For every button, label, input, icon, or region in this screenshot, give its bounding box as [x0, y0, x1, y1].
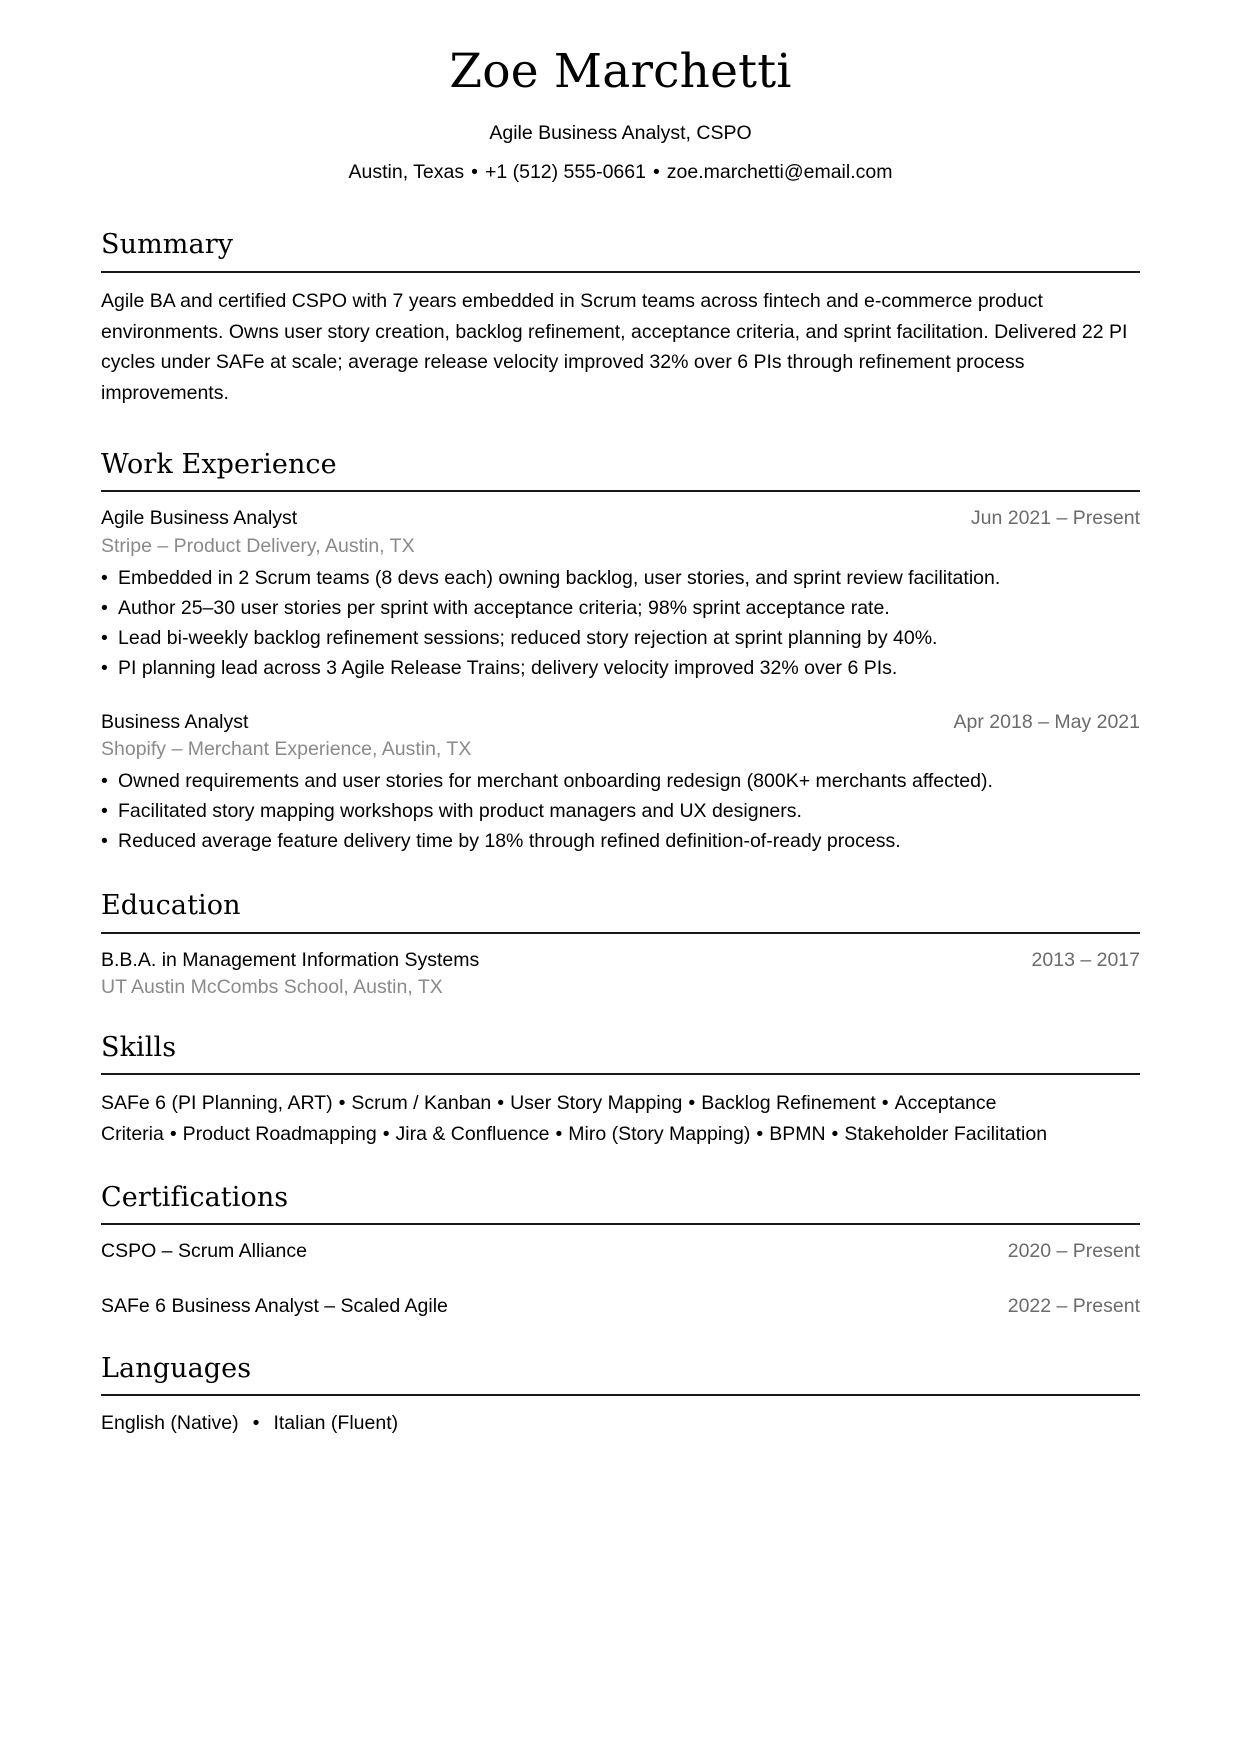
- skill-item: Backlog Refinement: [701, 1092, 876, 1115]
- experience-bullet-list: [101, 563, 1140, 683]
- resume-header: [101, 46, 1140, 185]
- skill-item: Stakeholder Facilitation: [844, 1123, 1048, 1146]
- section-languages: [101, 1353, 1140, 1439]
- experience-dates: Jun 2021 – Present: [970, 507, 1140, 530]
- experience-bullet: • Owned requirements and user stories for merchant onboarding redesign (800K+ merchants affected).: [101, 766, 1140, 796]
- skill-separator: •: [555, 1123, 563, 1146]
- skill-separator: •: [169, 1123, 177, 1146]
- language-item: English (Native): [101, 1412, 239, 1435]
- experience-bullet: • Lead bi-weekly backlog refinement sessions; reduced story rejection at sprint planning by 40%.: [101, 623, 1140, 653]
- candidate-name: Zoe Marchetti: [449, 44, 792, 99]
- section-certifications: [101, 1182, 1140, 1321]
- skills-list: [101, 1088, 1140, 1150]
- experience-bullet: • Reduced average feature delivery time by 18% through refined definition-of-ready process.: [101, 826, 1140, 856]
- contact-line: [101, 160, 1140, 185]
- education-entry-list: [101, 947, 1140, 1002]
- contact-location: Austin, Texas: [348, 160, 465, 183]
- certification-dates: 2020 – Present: [1007, 1240, 1140, 1263]
- skill-item: Acceptance Criteria: [101, 1092, 997, 1146]
- experience-role: Business Analyst: [101, 710, 249, 733]
- contact-phone: +1 (512) 555-0661: [484, 160, 646, 183]
- experience-company: Shopify – Merchant Experience, Austin, TX: [101, 738, 472, 761]
- certification-name: SAFe 6 Business Analyst – Scaled Agile: [101, 1294, 448, 1317]
- education-entry: [101, 947, 1140, 1002]
- skill-separator: •: [831, 1123, 839, 1146]
- contact-separator-2: •: [652, 160, 660, 183]
- education-school: UT Austin McCombs School, Austin, TX: [101, 976, 443, 999]
- skill-separator: •: [338, 1092, 346, 1115]
- experience-entry: [101, 709, 1140, 856]
- skill-item: Jira & Confluence: [395, 1123, 550, 1146]
- education-degree: B.B.A. in Management Information Systems: [101, 948, 480, 971]
- skill-separator: •: [688, 1092, 696, 1115]
- language-item: Italian (Fluent): [273, 1412, 399, 1435]
- skill-item: Miro (Story Mapping): [568, 1123, 751, 1146]
- experience-entry: [101, 505, 1140, 682]
- skill-item: User Story Mapping: [510, 1092, 683, 1115]
- summary-text: Agile BA and certified CSPO with 7 years embedded in Scrum teams across fintech and e-commerce product environments. Owns user story creation, backlog refinement, acceptance criteria, and sprint facilitation. Delivered 22 PI cycles under SAFe at scale; average release velocity improved 32% over 6 PIs through refinement process improvements.: [101, 289, 1128, 405]
- experience-bullet: • Embedded in 2 Scrum teams (8 devs each) owning backlog, user stories, and sprint review facilitation.: [101, 563, 1140, 593]
- section-education: [101, 890, 1140, 1002]
- contact-separator-1: •: [471, 160, 478, 183]
- education-entry-header: [101, 947, 1140, 975]
- experience-bullet: • Facilitated story mapping workshops with product managers and UX designers.: [101, 796, 1140, 826]
- skill-item: Scrum / Kanban: [351, 1092, 492, 1115]
- skill-separator: •: [881, 1092, 889, 1115]
- language-separator: •: [252, 1412, 260, 1435]
- experience-entry-header: [101, 505, 1140, 533]
- section-title-skills: Skills: [101, 1031, 177, 1063]
- skill-separator: •: [497, 1092, 505, 1115]
- section-title-education: Education: [101, 890, 241, 922]
- section-rule-education: [101, 932, 1140, 934]
- contact-email[interactable]: zoe.marchetti@email.com: [666, 160, 893, 183]
- experience-dates: Apr 2018 – May 2021: [953, 710, 1140, 733]
- section-rule-work-experience: [101, 490, 1140, 492]
- experience-entry-header: [101, 709, 1140, 737]
- experience-bullet: • PI planning lead across 3 Agile Release Trains; delivery velocity improved 32% over 6 PIs.: [101, 653, 1140, 683]
- skill-item: BPMN: [769, 1123, 826, 1146]
- section-title-summary: Summary: [101, 229, 234, 261]
- section-work-experience: [101, 449, 1140, 856]
- section-title-certifications: Certifications: [101, 1181, 289, 1213]
- section-title-languages: Languages: [101, 1352, 252, 1384]
- skill-separator: •: [756, 1123, 764, 1146]
- certification-list: [101, 1238, 1140, 1320]
- section-rule-skills: [101, 1073, 1140, 1075]
- section-title-work-experience: Work Experience: [101, 448, 337, 480]
- section-rule-certifications: [101, 1223, 1140, 1225]
- experience-role: Agile Business Analyst: [101, 507, 298, 530]
- skill-item: Product Roadmapping: [182, 1123, 377, 1146]
- experience-company: Stripe – Product Delivery, Austin, TX: [101, 534, 415, 557]
- certification-name: CSPO – Scrum Alliance: [101, 1240, 307, 1263]
- section-summary: [101, 229, 1140, 409]
- section-skills: [101, 1032, 1140, 1150]
- certification-row: [101, 1293, 1140, 1321]
- experience-bullet-list: [101, 766, 1140, 856]
- section-rule-languages: [101, 1394, 1140, 1396]
- section-rule-summary: [101, 271, 1140, 273]
- skill-item: SAFe 6 (PI Planning, ART): [101, 1092, 333, 1115]
- candidate-headline: Agile Business Analyst, CSPO: [489, 121, 752, 144]
- education-dates: 2013 – 2017: [1031, 948, 1140, 971]
- experience-entry-list: [101, 505, 1140, 856]
- languages-list: [101, 1409, 1140, 1438]
- certification-row: [101, 1238, 1140, 1266]
- experience-bullet: • Author 25–30 user stories per sprint with acceptance criteria; 98% sprint acceptance rate.: [101, 593, 1140, 623]
- skill-separator: •: [382, 1123, 390, 1146]
- certification-dates: 2022 – Present: [1007, 1294, 1140, 1317]
